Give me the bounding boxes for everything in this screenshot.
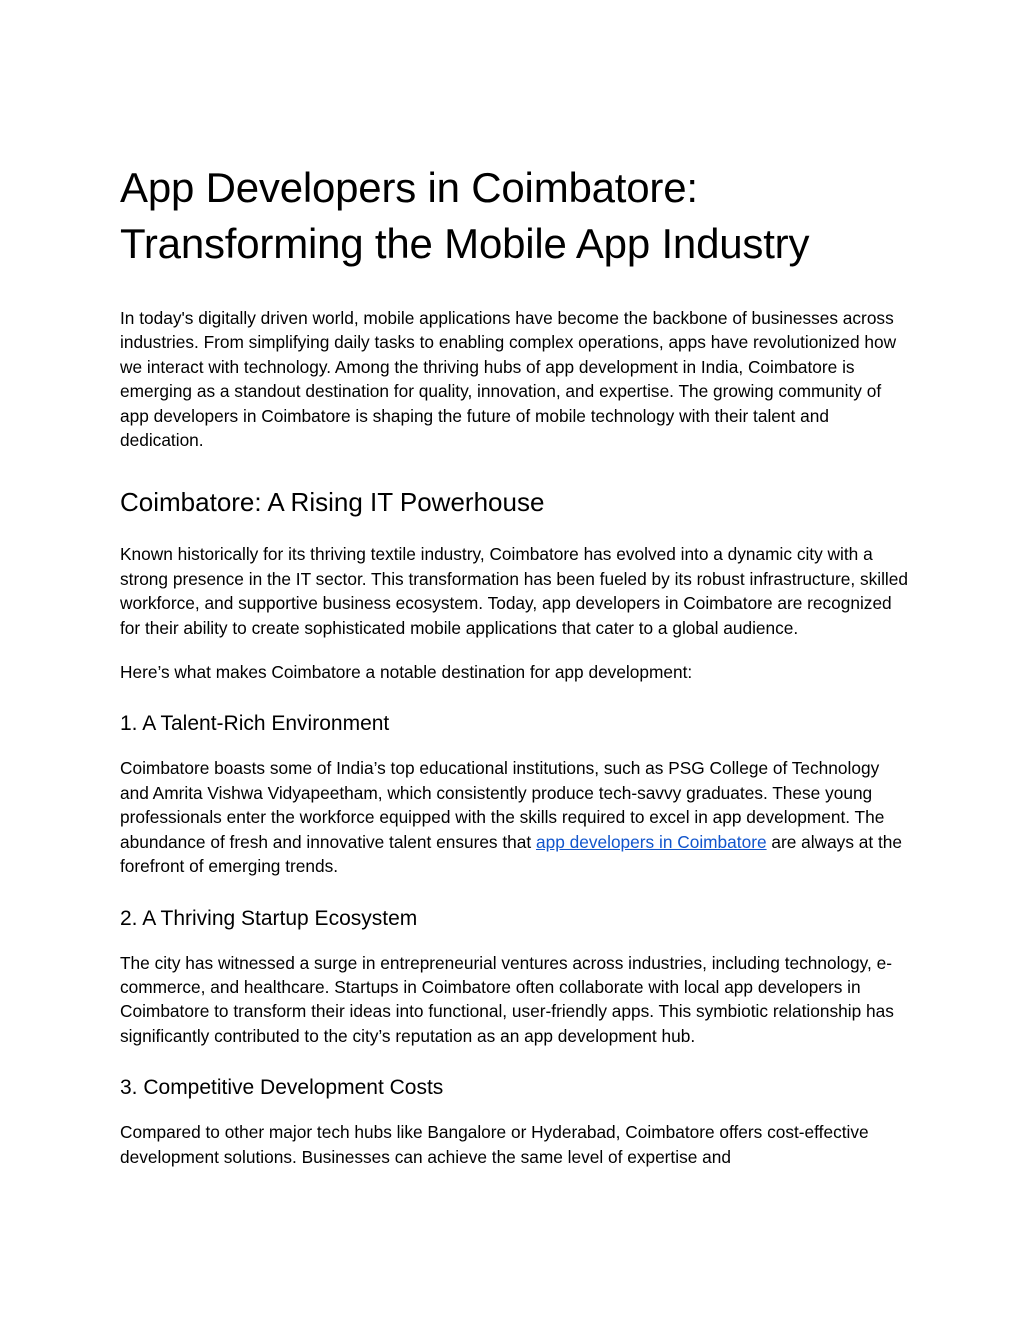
section-paragraph-intro-list: Here’s what makes Coimbatore a notable destination for app development:: [120, 662, 693, 683]
subheading-startup-ecosystem: 2. A Thriving Startup Ecosystem: [120, 906, 418, 930]
document-title: App Developers in Coimbatore: Transforming the Mobile App Industry: [120, 164, 810, 267]
paragraph-text-segment: are always at the forefront of emerging trends.: [120, 831, 903, 877]
section-paragraph-history: Known historically for its thriving textile industry, Coimbatore has evolved into a dynamic city with a strong presence in the IT sector. This transformation has been fueled by its robust infrastructure, skilled workforce, and supportive business ecosystem. Today, app developers in Coimbatore are recognized for their ability to create sophisticated mobile applications that cater to a global audience.: [120, 544, 908, 638]
paragraph-startup-ecosystem: The city has witnessed a surge in entrepreneurial ventures across industries, including technology, e-commerce, and healthcare. Startups in Coimbatore often collaborate with local app developers in Coimbatore to transform their ideas into functional, user-friendly apps. This symbiotic relationship has significantly contributed to the city’s reputation as an app development hub.: [120, 952, 894, 1046]
document-page: [120, 160, 910, 1189]
subheading-development-costs: 3. Competitive Development Costs: [120, 1076, 444, 1100]
subheading-talent-rich: 1. A Talent-Rich Environment: [120, 712, 390, 736]
paragraph-talent-rich: [120, 756, 910, 878]
section-heading-it-powerhouse: Coimbatore: A Rising IT Powerhouse: [120, 487, 545, 518]
paragraph-text-segment: Coimbatore boasts some of India’s top educational institutions, such as PSG College of Technology and Amrita Vishwa Vidyapeetham, which consistently produce tech-savvy graduates. These young professionals enter the workforce equipped with the skills required to excel in app development. The abundance of fresh and innovative talent ensures that: [120, 758, 885, 852]
intro-paragraph: In today's digitally driven world, mobile applications have become the backbone of businesses across industries. From simplifying daily tasks to enabling complex operations, apps have revolutionized how we interact with technology. Among the thriving hubs of app development in India, Coimbatore is emerging as a standout destination for quality, innovation, and expertise. The growing community of app developers in Coimbatore is shaping the future of mobile technology with their talent and dedication.: [120, 308, 897, 451]
app-developers-link[interactable]: app developers in Coimbatore: [536, 831, 767, 852]
paragraph-development-costs: Compared to other major tech hubs like Bangalore or Hyderabad, Coimbatore offers cost-effective development solutions. Businesses can achieve the same level of expertise and: [120, 1122, 869, 1167]
